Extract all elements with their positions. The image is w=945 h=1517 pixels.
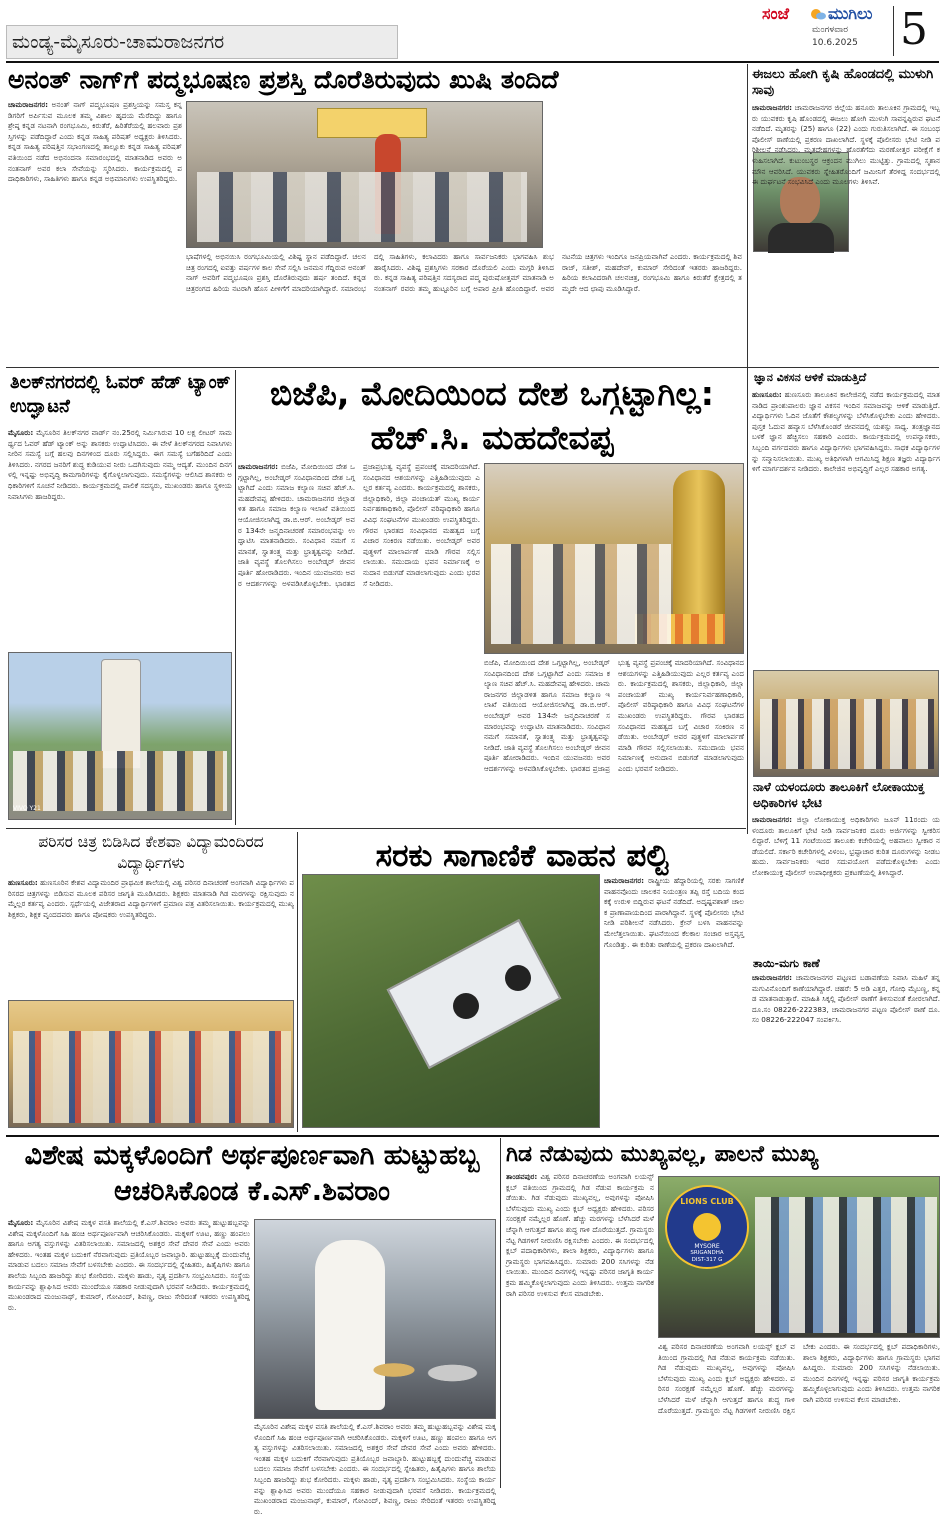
missing-phones: ದೂ.ಸಂ 08226-222383, ಚಾಮರಾಜನಗರ ಪಟ್ಟಣ ಪೊಲೀಸ್ ಠಾಣೆ ದೂ.ಸಂ 08226-222047 ಸಂಪರ್ಕಿಸಿ. [752,1004,940,1025]
shivaram-body-left [8,1218,250,1488]
anant-photo [186,101,543,248]
parisara-body-text: ಹುಣಸೂರಿನ ಕೇಶವ ವಿದ್ಯಾಮಂದಿರ ಪ್ರಾಥಮಿಕ ಶಾಲೆಯಲ್ಲಿ ವಿಶ್ವ ಪರಿಸರ ದಿನಾಚರಣೆ ಅಂಗವಾಗಿ ವಿದ್ಯಾರ್ಥಿಗಳು ಪರಿಸರದ ಚಿತ್ರಗಳನ್ನು ಬಿಡಿಸುವ ಮೂಲಕ ಪರಿಸರ ಜಾಗೃತಿ ಮೂಡಿಸಿದರು. ಶಿಕ್ಷಕರು ಮಾತನಾಡಿ ಗಿಡ ಮರಗಳನ್ನು ರಕ್ಷಿಸುವುದು ನಮ್ಮೆಲ್ಲರ ಕರ್ತವ್ಯ ಎಂದರು. ಸ್ಪರ್ಧೆಯಲ್ಲಿ ವಿಜೇತರಾದ ವಿದ್ಯಾರ್ಥಿಗಳಿಗೆ ಪ್ರಮಾಣ ಪತ್ರ ವಿತರಿಸಲಾಯಿತು. ಕಾರ್ಯಕ್ರಮದಲ್ಲಿ ಮುಖ್ಯ ಶಿಕ್ಷಕರು, ಶಿಕ್ಷಕ ವೃಂದದವರು ಹಾಗೂ ಪೋಷಕರು ಉಪಸ್ಥಿತರಿದ್ದರು. [8,878,294,919]
stage-banner [317,108,427,138]
gida-dateline: ತಾಂಡವಪುರ: [506,1172,538,1181]
bjp-body-text: ಬಿಜೆಪಿ, ಮೋದಿಯಿಂದ ದೇಶ ಒಗ್ಗಟ್ಟಾಗಿಲ್ಲ, ಅಂಬೇಡ್ಕರ್ ಸಂವಿಧಾನದಿಂದ ದೇಶ ಒಗ್ಗಟ್ಟಾಗಿದೆ ಎಂದು ಸಮಾಜ ಕಲ್ಯಾಣ ಸಚಿವ ಹೆಚ್.ಸಿ. ಮಹದೇವಪ್ಪ ಹೇಳಿದರು. ಚಾಮರಾಜನಗರ ಜಿಲ್ಲಾಡಳಿತ ಹಾಗೂ ಸಮಾಜ ಕಲ್ಯಾಣ ಇಲಾಖೆ ವತಿಯಿಂದ ಆಯೋಜಿಸಲಾಗಿದ್ದ ಡಾ.ಬಿ.ಆರ್. ಅಂಬೇಡ್ಕರ್ ಅವರ 134ನೇ ಜನ್ಮದಿನಾಚರಣೆ ಸಮಾರಂಭವನ್ನು ಉದ್ಘಾಟಿಸಿ ಮಾತನಾಡಿದರು. ಸಂವಿಧಾನ ನಮಗೆ ಸಮಾನತೆ, ಸ್ವಾತಂತ್ರ್ಯ ಮತ್ತು ಭ್ರಾತೃತ್ವವನ್ನು ನೀಡಿದೆ. ಜಾತಿ ವ್ಯವಸ್ಥೆ ತೊಲಗಿಸಲು ಅಂಬೇಡ್ಕರ್ ಜೀವನಪೂರ್ತಿ ಹೋರಾಡಿದರು. ಇಂದಿನ ಯುವಜನರು ಅವರ ಆದರ್ಶಗಳನ್ನು ಅಳವಡಿಸಿಕೊಳ್ಳಬೇಕು. ಭಾರತದ ಪ್ರಜಾಪ್ರಭುತ್ವ ವ್ಯವಸ್ಥೆ ಪ್ರಪಂಚಕ್ಕೆ ಮಾದರಿಯಾಗಿದೆ. ಸಂವಿಧಾನದ ಆಶಯಗಳನ್ನು ಎತ್ತಿಹಿಡಿಯುವುದು ಎಲ್ಲರ ಕರ್ತವ್ಯ ಎಂದರು. ಕಾರ್ಯಕ್ರಮದಲ್ಲಿ ಶಾಸಕರು, ಜಿಲ್ಲಾಧಿಕಾರಿ, ಜಿಲ್ಲಾ ಪಂಚಾಯತ್ ಮುಖ್ಯ ಕಾರ್ಯನಿರ್ವಹಣಾಧಿಕಾರಿ, ಪೊಲೀಸ್ ವರಿಷ್ಠಾಧಿಕಾರಿ ಹಾಗೂ ವಿವಿಧ ಸಂಘಟನೆಗಳ ಮುಖಂಡರು ಉಪಸ್ಥಿತರಿದ್ದರು. ಗೌರವ ಭಾರತದ ಸಂವಿಧಾನದ ಮಹತ್ವದ ಬಗ್ಗೆ ವಿಚಾರ ಸಂಕಿರಣ ನಡೆಯಿತು. ಅಂಬೇಡ್ಕರ್ ಅವರ ಪುತ್ಥಳಿಗೆ ಮಾಲಾರ್ಪಣೆ ಮಾಡಿ ಗೌರವ ಸಲ್ಲಿಸಲಾಯಿತು. ಸಮುದಾಯ ಭವನ ನಿರ್ಮಾಣಕ್ಕೆ ಅನುದಾನ ಬಿಡುಗಡೆ ಮಾಡಲಾಗುವುದು ಎಂದು ಭರವಸೆ ನೀಡಿದರು. [238,462,480,588]
lorry-body-text: ರಾಷ್ಟ್ರೀಯ ಹೆದ್ದಾರಿಯಲ್ಲಿ ಸರಕು ಸಾಗಣಿಕೆ ವಾಹನವೊಂದು ಚಾಲಕನ ನಿಯಂತ್ರಣ ತಪ್ಪಿ ರಸ್ತೆ ಬದಿಯ ಕಂದಕಕ್ಕೆ ಉರುಳಿ ಬಿದ್ದಿರುವ ಘಟನೆ ನಡೆದಿದೆ. ಅದೃಷ್ಟವಶಾತ್ ಚಾಲಕ ಪ್ರಾಣಾಪಾಯದಿಂದ ಪಾರಾಗಿದ್ದಾನೆ. ಸ್ಥಳಕ್ಕೆ ಪೊಲೀಸರು ಭೇಟಿ ನೀಡಿ ಪರಿಶೀಲನೆ ನಡೆಸಿದರು. ಕ್ರೇನ್ ಬಳಸಿ ವಾಹನವನ್ನು ಮೇಲೆತ್ತಲಾಯಿತು. ಘಟನೆಯಿಂದ ಕೆಲಕಾಲ ಸಂಚಾರ ಅಸ್ತವ್ಯಸ್ತಗೊಂಡಿತ್ತು. ಈ ಕುರಿತು ಠಾಣೆಯಲ್ಲಿ ಪ್ರಕರಣ ದಾಖಲಾಗಿದೆ. [604,876,744,949]
page-number: 5 [900,4,928,55]
ambedkar-statue [673,470,725,620]
death-body [752,103,940,365]
death-dateline: ಚಾಮರಾಜನಗರ: [752,103,793,112]
tilak-headline: ತಿಲಕ್‌ನಗರದಲ್ಲಿ ಓವರ್ ಹೆಡ್ ಟ್ಯಾಂಕ್ ಉದ್ಘಾಟನೆ [10,372,231,417]
photo-caption: VIVO Y21 [13,805,41,812]
shivaram-photo [254,1219,496,1419]
missing-headline: ತಾಯಿ-ಮಗು ಕಾಣೆ [753,957,820,970]
students-row [13,1031,291,1123]
page-divider [893,6,894,56]
tilak-photo [8,652,232,820]
lorry-dateline: ಚಾಮರಾಜನಗರ: [604,876,645,885]
truck-wheel-2 [505,965,531,991]
bjp-photo [484,463,744,654]
lorry-headline: ಸರಕು ಸಾಗಾಣಿಕೆ ವಾಹನ ಪಲ್ಟಿ [375,838,669,874]
missing-dateline: ಚಾಮರಾಜನಗರ: [752,973,793,982]
gyana-headline: ಜ್ಞಾನ ವಿಕಸನ ಆಳಿಕೆ ಮಾಡುತ್ತಿದೆ [754,371,867,384]
bjp-body-right: ಬಿಜೆಪಿ, ಮೋದಿಯಿಂದ ದೇಶ ಒಗ್ಗಟ್ಟಾಗಿಲ್ಲ, ಅಂಬೇಡ್ಕರ್ ಸಂವಿಧಾನದಿಂದ ದೇಶ ಒಗ್ಗಟ್ಟಾಗಿದೆ ಎಂದು ಸಮಾಜ ಕಲ್ಯಾಣ ಸಚಿವ ಹೆಚ್.ಸಿ. ಮಹದೇವಪ್ಪ ಹೇಳಿದರು. ಚಾಮರಾಜನಗರ ಜಿಲ್ಲಾಡಳಿತ ಹಾಗೂ ಸಮಾಜ ಕಲ್ಯಾಣ ಇಲಾಖೆ ವತಿಯಿಂದ ಆಯೋಜಿಸಲಾಗಿದ್ದ ಡಾ.ಬಿ.ಆರ್. ಅಂಬೇಡ್ಕರ್ ಅವರ 134ನೇ ಜನ್ಮದಿನಾಚರಣೆ ಸಮಾರಂಭವನ್ನು ಉದ್ಘಾಟಿಸಿ ಮಾತನಾಡಿದರು. ಸಂವಿಧಾನ ನಮಗೆ ಸಮಾನತೆ, ಸ್ವಾತಂತ್ರ್ಯ ಮತ್ತು ಭ್ರಾತೃತ್ವವನ್ನು ನೀಡಿದೆ. ಜಾತಿ ವ್ಯವಸ್ಥೆ ತೊಲಗಿಸಲು ಅಂಬೇಡ್ಕರ್ ಜೀವನಪೂರ್ತಿ ಹೋರಾಡಿದರು. ಇಂದಿನ ಯುವಜನರು ಅವರ ಆದರ್ಶಗಳನ್ನು ಅಳವಡಿಸಿಕೊಳ್ಳಬೇಕು. ಭಾರತದ ಪ್ರಜಾಪ್ರಭುತ್ವ ವ್ಯವಸ್ಥೆ ಪ್ರಪಂಚಕ್ಕೆ ಮಾದರಿಯಾಗಿದೆ. ಸಂವಿಧಾನದ ಆಶಯಗಳನ್ನು ಎತ್ತಿಹಿಡಿಯುವುದು ಎಲ್ಲರ ಕರ್ತವ್ಯ ಎಂದರು. ಕಾರ್ಯಕ್ರಮದಲ್ಲಿ ಶಾಸಕರು, ಜಿಲ್ಲಾಧಿಕಾರಿ, ಜಿಲ್ಲಾ ಪಂಚಾಯತ್ ಮುಖ್ಯ ಕಾರ್ಯನಿರ್ವಹಣಾಧಿಕಾರಿ, ಪೊಲೀಸ್ ವರಿಷ್ಠಾಧಿಕಾರಿ ಹಾಗೂ ವಿವಿಧ ಸಂಘಟನೆಗಳ ಮುಖಂಡರು ಉಪಸ್ಥಿತರಿದ್ದರು. ಗೌರವ ಭಾರತದ ಸಂವಿಧಾನದ ಮಹತ್ವದ ಬಗ್ಗೆ ವಿಚಾರ ಸಂಕಿರಣ ನಡೆಯಿತು. ಅಂಬೇಡ್ಕರ್ ಅವರ ಪುತ್ಥಳಿಗೆ ಮಾಲಾರ್ಪಣೆ ಮಾಡಿ ಗೌರವ ಸಲ್ಲಿಸಲಾಯಿತು. ಸಮುದಾಯ ಭವನ ನಿರ್ಮಾಣಕ್ಕೆ ಅನುದಾನ ಬಿಡುಗಡೆ ಮಾಡಲಾಗುವುದು ಎಂದು ಭರವಸೆ ನೀಡಿದರು. [484,658,744,773]
lorry-body [604,876,744,1128]
lions-banner-text: LIONS CLUB [680,1197,734,1206]
issue-date: 10.6.2025 [812,38,858,48]
lions-district-text: DIST-317 G [691,1257,723,1263]
lokayukta-dateline: ಚಾಮರಾಜನಗರ: [752,815,793,824]
rule-under-anant [6,367,939,368]
crowd [13,751,227,811]
parisara-headline: ಪರಿಸರ ಚಿತ್ರ ಬಿಡಿಸಿದ ಕೇಶವಾ ವಿದ್ಯಾಮಂದಿರದ ವಿದ್ಯಾರ್ಥಿಗಳು [38,833,264,872]
anant-lead [8,100,182,364]
col-rule-bottom [500,1138,501,1488]
gyana-photo [753,670,939,777]
shivaram-body-right: ಮೈಸೂರಿನ ವಿಶೇಷ ಮಕ್ಕಳ ವಸತಿ ಶಾಲೆಯಲ್ಲಿ ಕೆ.ಎಸ್.ಶಿವರಾಂ ಅವರು ತಮ್ಮ ಹುಟ್ಟುಹಬ್ಬವನ್ನು ವಿಶೇಷ ಮಕ್ಕಳೊಂದಿಗೆ ಸಿಹಿ ಹಂಚಿ ಅರ್ಥಪೂರ್ಣವಾಗಿ ಆಚರಿಸಿಕೊಂಡರು. ಮಕ್ಕಳಿಗೆ ಊಟ, ಹಣ್ಣು ಹಂಪಲು ಹಾಗೂ ಅಗತ್ಯ ವಸ್ತುಗಳನ್ನು ವಿತರಿಸಲಾಯಿತು. ಸಮಾಜದಲ್ಲಿ ಅಶಕ್ತರ ಸೇವೆ ದೇವರ ಸೇವೆ ಎಂದು ಅವರು ಹೇಳಿದರು. ಇಂತಹ ಮಕ್ಕಳ ಬದುಕಿಗೆ ನೆರವಾಗುವುದು ಪ್ರತಿಯೊಬ್ಬರ ಜವಾಬ್ದಾರಿ. ಹುಟ್ಟುಹಬ್ಬಕ್ಕೆ ದುಂದುವೆಚ್ಚ ಮಾಡುವ ಬದಲು ಸಮಾಜ ಸೇವೆಗೆ ಬಳಸಬೇಕು ಎಂದರು. ಈ ಸಂದರ್ಭದಲ್ಲಿ ಸ್ನೇಹಿತರು, ಹಿತೈಷಿಗಳು ಹಾಗೂ ಶಾಲೆಯ ಸಿಬ್ಬಂದಿ ಹಾಜರಿದ್ದು ಶುಭ ಕೋರಿದರು. ಮಕ್ಕಳು ಹಾಡು, ನೃತ್ಯ ಪ್ರದರ್ಶಿಸಿ ಸಂಭ್ರಮಿಸಿದರು. ಸಂಸ್ಥೆಯ ಕಾರ್ಯವನ್ನು ಶ್ಲಾಘಿಸಿದ ಅವರು ಮುಂದೆಯೂ ಸಹಕಾರ ನೀಡುವುದಾಗಿ ಭರವಸೆ ನೀಡಿದರು. ಕಾರ್ಯಕ್ರಮದಲ್ಲಿ ಮುಖಂಡರಾದ ಮಂಜುನಾಥ್, ಕುಮಾರ್, ಗೋವಿಂದ್, ಶಿವಣ್ಣ, ರಾಜು ಸೇರಿದಂತೆ ಇತರರು ಉಪಸ್ಥಿತರಿದ್ದರು. [254,1422,496,1516]
audience-row [197,172,527,242]
death-headline: ಈಜಲು ಹೋಗಿ ಕೃಷಿ ಹೊಂಡದಲ್ಲಿ ಮುಳುಗಿ ಸಾವು [752,67,934,98]
rule-above-bottom [6,1135,939,1137]
shivaram-headline: ವಿಶೇಷ ಮಕ್ಕಳೊಂದಿಗೆ ಅರ್ಥಪೂರ್ಣವಾಗಿ ಹುಟ್ಟುಹಬ್ಬ ಆಚರಿಸಿಕೊಂಡ ಕೆ.ಎಸ್.ಶಿವರಾಂ [24,1140,480,1207]
anant-headline: ಅನಂತ್ ನಾಗ್‌ಗೆ ಪದ್ಮಭೂಷಣ ಪ್ರಶಸ್ತಿ ದೊರೆತಿರುವುದು ಖುಷಿ ತಂದಿದೆ [8,65,559,94]
anant-lead-text: ಅನಂತ್ ನಾಗ್ ಪದ್ಮಭೂಷಣ ಪ್ರಶಸ್ತಿಯನ್ನು ಸಮಸ್ತ ಕನ್ನಡಿಗರಿಗೆ ಅರ್ಪಿಸುವ ಮೂಲಕ ತಮ್ಮ ವಿಶಾಲ ಹೃದಯ ಮೆರೆದಿದ್ದು ಹಾಗೂ ಶ್ರೇಷ್ಠ ಕನ್ನಡ ನಟನಾಗಿ ರಂಗಭೂಮಿ, ಕಿರುತೆರೆ, ಹಿರಿತೆರೆಯಲ್ಲಿ ಹಲವಾರು ಪ್ರಶಸ್ತಿಗಳನ್ನು ಪಡೆದಿದ್ದಾರೆ ಎಂದು ಕನ್ನಡ ಸಾಹಿತ್ಯ ಪರಿಷತ್ ಅಧ್ಯಕ್ಷರು ತಿಳಿಸಿದರು. ಕನ್ನಡ ಸಾಹಿತ್ಯ ಪರಿಷತ್ತಿನ ಸಭಾಂಗಣದಲ್ಲಿ ತಾಲ್ಲೂಕು ಕನ್ನಡ ಸಾಹಿತ್ಯ ಪರಿಷತ್ ವತಿಯಿಂದ ನಡೆದ ಅಭಿನಂದನಾ ಸಮಾರಂಭದಲ್ಲಿ ಮಾತನಾಡಿದ ಅವರು ಅನಂತನಾಗ್ ಅವರ ಕಲಾ ಸೇವೆಯನ್ನು ಸ್ಮರಿಸಿದರು. ಕಾರ್ಯಕ್ರಮದಲ್ಲಿ ಪದಾಧಿಕಾರಿಗಳು, ಸಾಹಿತಿಗಳು ಹಾಗೂ ಕನ್ನಡ ಅಭಿಮಾನಿಗಳು ಉಪಸ್ಥಿತರಿದ್ದರು. [8,100,182,184]
rule-under-bjp [6,828,746,829]
shivaram-dateline: ಮೈಸೂರು: [8,1218,34,1227]
bjp-headline: ಬಿಜೆಪಿ, ಮೋದಿಯಿಂದ ದೇಶ ಒಗ್ಗಟ್ಟಾಗಿಲ್ಲ: ಹೆಚ್.ಸಿ. ಮಹದೇವಪ್ಪ [270,374,714,457]
gida-body-text: ವಿಶ್ವ ಪರಿಸರ ದಿನಾಚರಣೆಯ ಅಂಗವಾಗಿ ಲಯನ್ಸ್ ಕ್ಲಬ್ ವತಿಯಿಂದ ಗ್ರಾಮದಲ್ಲಿ ಗಿಡ ನೆಡುವ ಕಾರ್ಯಕ್ರಮ ನಡೆಯಿತು. ಗಿಡ ನೆಡುವುದು ಮುಖ್ಯವಲ್ಲ, ಅವುಗಳನ್ನು ಪೋಷಿಸಿ ಬೆಳೆಸುವುದು ಮುಖ್ಯ ಎಂದು ಕ್ಲಬ್ ಅಧ್ಯಕ್ಷರು ಹೇಳಿದರು. ಪರಿಸರ ಸಂರಕ್ಷಣೆ ನಮ್ಮೆಲ್ಲರ ಹೊಣೆ. ಹೆಚ್ಚು ಮರಗಳನ್ನು ಬೆಳೆಸಿದರೆ ಮಳೆ ಚೆನ್ನಾಗಿ ಆಗುತ್ತದೆ ಹಾಗೂ ಶುದ್ಧ ಗಾಳಿ ದೊರೆಯುತ್ತದೆ. ಗ್ರಾಮಸ್ಥರು ನೆಟ್ಟ ಗಿಡಗಳಿಗೆ ನೀರುಣಿಸಿ ರಕ್ಷಿಸಬೇಕು ಎಂದರು. ಈ ಸಂದರ್ಭದಲ್ಲಿ ಕ್ಲಬ್ ಪದಾಧಿಕಾರಿಗಳು, ಶಾಲಾ ಶಿಕ್ಷಕರು, ವಿದ್ಯಾರ್ಥಿಗಳು ಹಾಗೂ ಗ್ರಾಮಸ್ಥರು ಭಾಗವಹಿಸಿದ್ದರು. ಸುಮಾರು 200 ಸಸಿಗಳನ್ನು ನೆಡಲಾಯಿತು. ಮುಂದಿನ ದಿನಗಳಲ್ಲಿ ಇನ್ನಷ್ಟು ಪರಿಸರ ಜಾಗೃತಿ ಕಾರ್ಯಕ್ರಮ ಹಮ್ಮಿಕೊಳ್ಳಲಾಗುವುದು ಎಂದು ತಿಳಿಸಿದರು. ಉತ್ತಮ ನಾಗರಿಕರಾಗಿ ಪರಿಸರ ಉಳಿಸುವ ಕೆಲಸ ಮಾಡಬೇಕು. [506,1172,654,1298]
tilak-dateline: ಮೈಸೂರು: [8,428,34,437]
lorry-photo [302,874,600,1128]
gida-headline: ಗಿಡ ನೆಡುವುದು ಮುಖ್ಯವಲ್ಲ, ಪಾಲನೆ ಮುಖ್ಯ [506,1142,819,1167]
masthead [0,0,945,62]
tilak-body-text: ಮೈಸೂರಿನ ತಿಲಕ್‌ನಗರ ವಾರ್ಡ್ ನಂ.25ರಲ್ಲಿ ನಿರ್ಮಿಸಿರುವ 10 ಲಕ್ಷ ಲೀಟರ್ ಸಾಮರ್ಥ್ಯದ ಓವರ್ ಹೆಡ್ ಟ್ಯಾಂಕ್ ಅನ್ನು ಶಾಸಕರು ಉದ್ಘಾಟಿಸಿದರು. ಈ ವೇಳೆ ತಿಲಕ್‌ನಗರದ ನಿವಾಸಿಗಳು ನೀರಿನ ಸಮಸ್ಯೆ ಬಗ್ಗೆ ಹಲವು ದಿನಗಳಿಂದ ದೂರು ಸಲ್ಲಿಸಿದ್ದರು. ಈಗ ಸಮಸ್ಯೆ ಬಗೆಹರಿದಿದೆ ಎಂದು ತಿಳಿಸಿದರು. ನಗರದ ಜನರಿಗೆ ಶುದ್ಧ ಕುಡಿಯುವ ನೀರು ಒದಗಿಸುವುದು ನಮ್ಮ ಆದ್ಯತೆ. ಮುಂದಿನ ದಿನಗಳಲ್ಲಿ ಇನ್ನಷ್ಟು ಅಭಿವೃದ್ಧಿ ಕಾಮಗಾರಿಗಳನ್ನು ಕೈಗೊಳ್ಳಲಾಗುವುದು. ಸಮಸ್ಯೆಗಳನ್ನು ಆಲಿಸಿದ ಶಾಸಕರು ಅಧಿಕಾರಿಗಳಿಗೆ ಸೂಚನೆ ನೀಡಿದರು. ಕಾರ್ಯಕ್ರಮದಲ್ಲಿ ಪಾಲಿಕೆ ಸದಸ್ಯರು, ಮುಖಂಡರು ಹಾಗೂ ಸ್ಥಳೀಯ ನಿವಾಸಿಗಳು ಹಾಜರಿದ್ದರು. [8,428,232,501]
gida-photo [658,1176,940,1338]
tilak-body [8,428,232,650]
sun-cloud-icon [810,6,826,20]
overturned-truck [387,919,562,1069]
dignitaries [491,544,671,644]
masthead-rule [6,61,939,63]
lions-emblem-icon [693,1213,721,1241]
parisara-body [8,878,294,996]
gida-body-left [506,1172,654,1488]
anant-body: ಭಾಷೆಗಳಲ್ಲಿ ಅಭಿನಯಿಸಿ ರಂಗಭೂಮಿಯಲ್ಲಿ ವಿಶಿಷ್ಟ ಸ್ಥಾನ ಪಡೆದಿದ್ದಾರೆ. ಚಲನಚಿತ್ರ ರಂಗದಲ್ಲಿ ಐವತ್ತು ವರ್ಷಗಳ ಕಾಲ ಸೇವೆ ಸಲ್ಲಿಸಿ ಜನಮನ ಗೆದ್ದಿರುವ ಅನಂತ್ ನಾಗ್ ಅವರಿಗೆ ಪದ್ಮಭೂಷಣ ಪ್ರಶಸ್ತಿ ದೊರೆತಿರುವುದು ಹರ್ಷ ತಂದಿದೆ. ಕನ್ನಡ ಚಿತ್ರರಂಗದ ಹಿರಿಯ ನಟರಾಗಿ ಹೊಸ ಪೀಳಿಗೆಗೆ ಮಾದರಿಯಾಗಿದ್ದಾರೆ. ಸಮಾರಂಭದಲ್ಲಿ ಸಾಹಿತಿಗಳು, ಕಲಾವಿದರು ಹಾಗೂ ಸಾರ್ವಜನಿಕರು ಭಾಗವಹಿಸಿ ಶುಭ ಹಾರೈಸಿದರು. ವಿಶಿಷ್ಟ ಪ್ರಶಸ್ತಿಗಳು ಸರಕಾರ ದೊರೆಯಲಿ ಎಂದು ಮಗ್ಗರಿ ತಿಳಿಸಿದರು. ಕನ್ನಡ ಸಾಹಿತ್ಯ ಪರಿಷತ್ತಿನ ಸದಸ್ಯರಾದ ಪದ್ಮ ಪುರುಷೋತ್ತಮ್ ಮಾತನಾಡಿ ಅನಂತನಾಗ್ ರವರು ತಮ್ಮ ಹುಟ್ಟೂರಿನ ಬಗ್ಗೆ ಅಪಾರ ಪ್ರೀತಿ ಹೊಂದಿದ್ದಾರೆ. ಅವರ ನಟನೆಯ ಚಿತ್ರಗಳು ಇಂದಿಗೂ ಜನಪ್ರಿಯವಾಗಿವೆ ಎಂದರು. ಕಾರ್ಯಕ್ರಮದಲ್ಲಿ ಶಿವರಾಜ್, ಸತೀಶ್, ಮಹದೇವ್, ಕುಮಾರ್ ಸೇರಿದಂತೆ ಇತರರು ಹಾಜರಿದ್ದರು. ಹಿರಿಯ ಕಲಾವಿದರಾಗಿ ಚಲನಚಿತ್ರ, ರಂಗಭೂಮಿ ಹಾಗೂ ಕಿರುತೆರೆ ಕ್ಷೇತ್ರದಲ್ಲಿ ತಮ್ಮದೇ ಆದ ಛಾಪು ಮೂಡಿಸಿದ್ದಾರೆ. [186,252,742,293]
lokayukta-body-text: ಜಿಲ್ಲಾ ಲೋಕಾಯುಕ್ತ ಅಧಿಕಾರಿಗಳು ಜೂನ್ 11ರಂದು ಯಳಂದೂರು ತಾಲೂಕಿಗೆ ಭೇಟಿ ನೀಡಿ ಸಾರ್ವಜನಿಕರ ದೂರು ಅರ್ಜಿಗಳನ್ನು ಸ್ವೀಕರಿಸಲಿದ್ದಾರೆ. ಬೆಳಿಗ್ಗೆ 11 ಗಂಟೆಯಿಂದ ತಾಲೂಕು ಕಚೇರಿಯಲ್ಲಿ ಅಹವಾಲು ಸ್ವೀಕಾರ ನಡೆಯಲಿದೆ. ಸರ್ಕಾರಿ ಕಚೇರಿಗಳಲ್ಲಿ ವಿಳಂಬ, ಭ್ರಷ್ಟಾಚಾರ ಕುರಿತ ದೂರುಗಳನ್ನು ನೀಡಬಹುದು. ಸಾರ್ವಜನಿಕರು ಇದರ ಸದುಪಯೋಗ ಪಡೆದುಕೊಳ್ಳಬೇಕು ಎಂದು ಲೋಕಾಯುಕ್ತ ಪೊಲೀಸ್ ಉಪಾಧೀಕ್ಷಕರು ಪ್ರಕಟಣೆಯಲ್ಲಿ ತಿಳಿಸಿದ್ದಾರೆ. [752,815,940,877]
planting-group [755,1197,937,1333]
missing-body-text: ಚಾಮರಾಜನಗರ ಪಟ್ಟಣದ ಬಡಾವಣೆಯ ನಿವಾಸಿ ಮಹಿಳೆ ತನ್ನ ಮಗುವಿನೊಂದಿಗೆ ಕಾಣೆಯಾಗಿದ್ದಾರೆ. ಚಹರೆ: 5 ಅಡಿ ಎತ್ತರ, ಗೋಧಿ ಮೈಬಣ್ಣ, ಕನ್ನಡ ಮಾತನಾಡುತ್ತಾರೆ. ಮಾಹಿತಿ ಸಿಕ್ಕಲ್ಲಿ ಪೊಲೀಸ್ ಠಾಣೆಗೆ ತಿಳಿಸುವಂತೆ ಕೋರಲಾಗಿದೆ. [752,973,940,1004]
brand-mugilu: ಮುಗಿಲು [828,4,873,23]
gyana-body [752,390,940,658]
gida-body-right: ವಿಶ್ವ ಪರಿಸರ ದಿನಾಚರಣೆಯ ಅಂಗವಾಗಿ ಲಯನ್ಸ್ ಕ್ಲಬ್ ವತಿಯಿಂದ ಗ್ರಾಮದಲ್ಲಿ ಗಿಡ ನೆಡುವ ಕಾರ್ಯಕ್ರಮ ನಡೆಯಿತು. ಗಿಡ ನೆಡುವುದು ಮುಖ್ಯವಲ್ಲ, ಅವುಗಳನ್ನು ಪೋಷಿಸಿ ಬೆಳೆಸುವುದು ಮುಖ್ಯ ಎಂದು ಕ್ಲಬ್ ಅಧ್ಯಕ್ಷರು ಹೇಳಿದರು. ಪರಿಸರ ಸಂರಕ್ಷಣೆ ನಮ್ಮೆಲ್ಲರ ಹೊಣೆ. ಹೆಚ್ಚು ಮರಗಳನ್ನು ಬೆಳೆಸಿದರೆ ಮಳೆ ಚೆನ್ನಾಗಿ ಆಗುತ್ತದೆ ಹಾಗೂ ಶುದ್ಧ ಗಾಳಿ ದೊರೆಯುತ್ತದೆ. ಗ್ರಾಮಸ್ಥರು ನೆಟ್ಟ ಗಿಡಗಳಿಗೆ ನೀರುಣಿಸಿ ರಕ್ಷಿಸಬೇಕು ಎಂದರು. ಈ ಸಂದರ್ಭದಲ್ಲಿ ಕ್ಲಬ್ ಪದಾಧಿಕಾರಿಗಳು, ಶಾಲಾ ಶಿಕ್ಷಕರು, ವಿದ್ಯಾರ್ಥಿಗಳು ಹಾಗೂ ಗ್ರಾಮಸ್ಥರು ಭಾಗವಹಿಸಿದ್ದರು. ಸುಮಾರು 200 ಸಸಿಗಳನ್ನು ನೆಡಲಾಯಿತು. ಮುಂದಿನ ದಿನಗಳಲ್ಲಿ ಇನ್ನಷ್ಟು ಪರಿಸರ ಜಾಗೃತಿ ಕಾರ್ಯಕ್ರಮ ಹಮ್ಮಿಕೊಳ್ಳಲಾಗುವುದು ಎಂದು ತಿಳಿಸಿದರು. ಉತ್ತಮ ನಾಗರಿಕರಾಗಿ ಪರಿಸರ ಉಳಿಸುವ ಕೆಲಸ ಮಾಡಬೇಕು. [658,1342,940,1415]
col-rule-parisara [297,832,298,1132]
group-people [760,699,934,769]
anant-dateline: ಚಾಮರಾಜನಗರ: [8,100,49,109]
weekday: ಮಂಗಳವಾರ [812,25,849,35]
gyana-body-text: ಹುಣಸೂರು ತಾಲೂಕಿನ ಕಾಲೇಜಿನಲ್ಲಿ ನಡೆದ ಕಾರ್ಯಕ್ರಮದಲ್ಲಿ ಮಾತನಾಡಿದ ಪ್ರಾಂಶುಪಾಲರು ಜ್ಞಾನ ವಿಕಸನ ಇಂದಿನ ಸಮಾಜವನ್ನು ಆಳಿಕೆ ಮಾಡುತ್ತಿದೆ. ವಿದ್ಯಾರ್ಥಿಗಳು ಓದಿನ ಜೊತೆಗೆ ಕೌಶಲ್ಯಗಳನ್ನು ಬೆಳೆಸಿಕೊಳ್ಳಬೇಕು ಎಂದು ಹೇಳಿದರು. ಪುಸ್ತಕ ಓದುವ ಹವ್ಯಾಸ ಬೆಳೆಸಿಕೊಂಡರೆ ಜೀವನದಲ್ಲಿ ಯಶಸ್ಸು ಸಾಧ್ಯ. ತಂತ್ರಜ್ಞಾನದ ಬಳಕೆ ಜ್ಞಾನ ಹೆಚ್ಚಿಸಲು ಸಹಕಾರಿ ಎಂದರು. ಕಾರ್ಯಕ್ರಮದಲ್ಲಿ ಉಪನ್ಯಾಸಕರು, ಸಿಬ್ಬಂದಿ ವರ್ಗದವರು ಹಾಗೂ ವಿದ್ಯಾರ್ಥಿಗಳು ಭಾಗವಹಿಸಿದ್ದರು. ಸಾಧಕ ವಿದ್ಯಾರ್ಥಿಗಳನ್ನು ಸನ್ಮಾನಿಸಲಾಯಿತು. ಮುಖ್ಯ ಅತಿಥಿಗಳಾಗಿ ಆಗಮಿಸಿದ್ದ ಶಿಕ್ಷಣ ತಜ್ಞರು ವಿದ್ಯಾರ್ಥಿಗಳಿಗೆ ಮಾರ್ಗದರ್ಶನ ನೀಡಿದರು. ಕಾಲೇಜಿನ ಅಭಿವೃದ್ಧಿಗೆ ಎಲ್ಲರ ಸಹಕಾರ ಅಗತ್ಯ. [752,390,940,474]
lions-sub-text: SRIGANDHA [690,1250,724,1256]
bjp-body-left [238,462,480,822]
col-rule-tilak [235,370,236,825]
truck-wheel [453,993,479,1019]
gyana-dateline: ಹುಣಸೂರು: [752,390,782,399]
parisara-photo [8,1000,294,1128]
section-title: ಮಂಡ್ಯ-ಮೈಸೂರು-ಚಾಮರಾಜನಗರ [12,31,225,53]
death-body-text: ಚಾಮರಾಜನಗರ ಜಿಲ್ಲೆಯ ಹನೂರು ತಾಲೂಕಿನ ಗ್ರಾಮದಲ್ಲಿ ಇಬ್ಬರು ಯುವಕರು ಕೃಷಿ ಹೊಂಡದಲ್ಲಿ ಈಜಲು ಹೋಗಿ ಮುಳುಗಿ ಸಾವನ್ನಪ್ಪಿರುವ ಘಟನೆ ನಡೆದಿದೆ. ಮೃತರನ್ನು (25) ಹಾಗೂ (22) ಎಂದು ಗುರುತಿಸಲಾಗಿದೆ. ಈ ಸಂಬಂಧ ಪೊಲೀಸ್ ಠಾಣೆಯಲ್ಲಿ ಪ್ರಕರಣ ದಾಖಲಾಗಿದೆ. ಸ್ಥಳಕ್ಕೆ ಪೊಲೀಸರು ಭೇಟಿ ನೀಡಿ ಪರಿಶೀಲನೆ ನಡೆಸಿದರು. ಮೃತದೇಹಗಳನ್ನು ಹೊರತೆಗೆದು ಮರಣೋತ್ತರ ಪರೀಕ್ಷೆಗೆ ಕಳುಹಿಸಲಾಗಿದೆ. ಕುಟುಂಬಸ್ಥರ ಆಕ್ರಂದನ ಮುಗಿಲು ಮುಟ್ಟಿತ್ತು. ಗ್ರಾಮದಲ್ಲಿ ಸ್ಮಶಾನ ಮೌನ ಆವರಿಸಿದೆ. ಯುವಕರು ಸ್ನೇಹಿತರೊಂದಿಗೆ ಜಮೀನಿಗೆ ತೆರಳಿದ್ದ ಸಂದರ್ಭದಲ್ಲಿ ಈ ದುರ್ಘಟನೆ ಸಂಭವಿಸಿದೆ ಎಂದು ಮೂಲಗಳು ತಿಳಿಸಿವೆ. [752,103,940,187]
bjp-dateline: ಚಾಮರಾಜನಗರ: [238,462,279,471]
lions-city-text: MYSORE [694,1243,720,1250]
shivaram-body-text: ಮೈಸೂರಿನ ವಿಶೇಷ ಮಕ್ಕಳ ವಸತಿ ಶಾಲೆಯಲ್ಲಿ ಕೆ.ಎಸ್.ಶಿವರಾಂ ಅವರು ತಮ್ಮ ಹುಟ್ಟುಹಬ್ಬವನ್ನು ವಿಶೇಷ ಮಕ್ಕಳೊಂದಿಗೆ ಸಿಹಿ ಹಂಚಿ ಅರ್ಥಪೂರ್ಣವಾಗಿ ಆಚರಿಸಿಕೊಂಡರು. ಮಕ್ಕಳಿಗೆ ಊಟ, ಹಣ್ಣು ಹಂಪಲು ಹಾಗೂ ಅಗತ್ಯ ವಸ್ತುಗಳನ್ನು ವಿತರಿಸಲಾಯಿತು. ಸಮಾಜದಲ್ಲಿ ಅಶಕ್ತರ ಸೇವೆ ದೇವರ ಸೇವೆ ಎಂದು ಅವರು ಹೇಳಿದರು. ಇಂತಹ ಮಕ್ಕಳ ಬದುಕಿಗೆ ನೆರವಾಗುವುದು ಪ್ರತಿಯೊಬ್ಬರ ಜವಾಬ್ದಾರಿ. ಹುಟ್ಟುಹಬ್ಬಕ್ಕೆ ದುಂದುವೆಚ್ಚ ಮಾಡುವ ಬದಲು ಸಮಾಜ ಸೇವೆಗೆ ಬಳಸಬೇಕು ಎಂದರು. ಈ ಸಂದರ್ಭದಲ್ಲಿ ಸ್ನೇಹಿತರು, ಹಿತೈಷಿಗಳು ಹಾಗೂ ಶಾಲೆಯ ಸಿಬ್ಬಂದಿ ಹಾಜರಿದ್ದು ಶುಭ ಕೋರಿದರು. ಮಕ್ಕಳು ಹಾಡು, ನೃತ್ಯ ಪ್ರದರ್ಶಿಸಿ ಸಂಭ್ರಮಿಸಿದರು. ಸಂಸ್ಥೆಯ ಕಾರ್ಯವನ್ನು ಶ್ಲಾಘಿಸಿದ ಅವರು ಮುಂದೆಯೂ ಸಹಕಾರ ನೀಡುವುದಾಗಿ ಭರವಸೆ ನೀಡಿದರು. ಕಾರ್ಯಕ್ರಮದಲ್ಲಿ ಮುಖಂಡರಾದ ಮಂಜುನಾಥ್, ಕುಮಾರ್, ಗೋವಿಂದ್, ಶಿವಣ್ಣ, ರಾಜು ಸೇರಿದಂತೆ ಇತರರು ಉಪಸ್ಥಿತರಿದ್ದರು. [8,1218,250,1312]
brand-sanje: ಸಂಜೆ [762,4,789,23]
missing-body [752,973,940,1101]
parisara-dateline: ಹುಣಸೂರು: [8,878,38,887]
food-vessels [355,1340,485,1400]
col-rule-right-top [747,64,748,834]
lokayukta-headline: ನಾಳೆ ಯಳಂದೂರು ತಾಲೂಕಿಗೆ ಲೋಕಾಯುಕ್ತ ಅಧಿಕಾರಿಗಳ ಭೇಟಿ [753,780,925,810]
lokayukta-body [752,815,940,955]
lions-club-banner [665,1185,749,1269]
